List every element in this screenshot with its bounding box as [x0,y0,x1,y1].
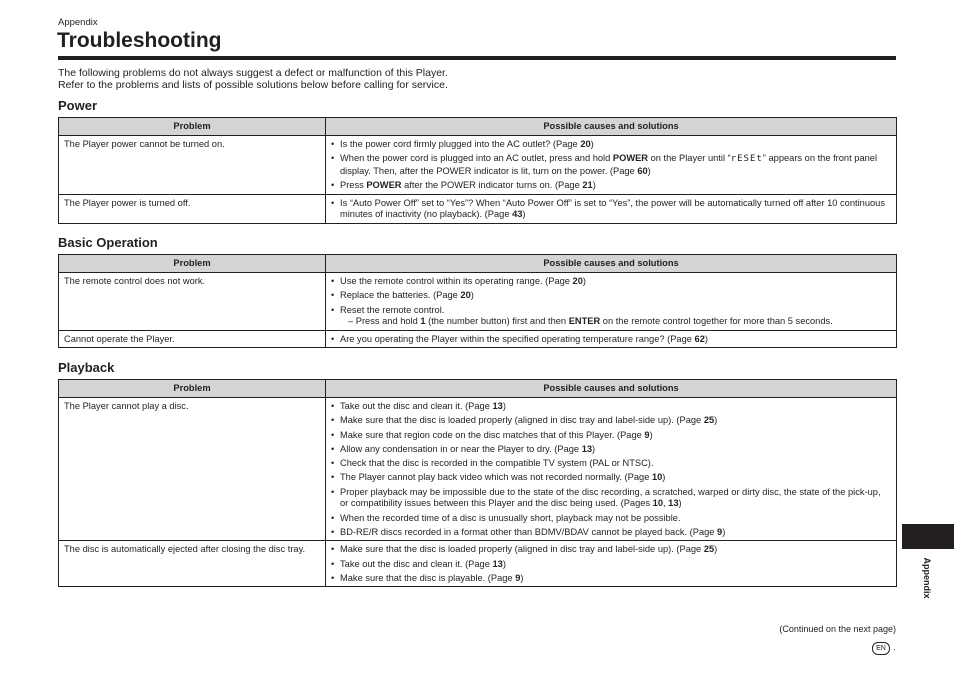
page-dot: · [893,643,896,654]
solution-item: • Make sure that the disc is loaded properly (aligned in disc tray and label-side up). (Page 25) [331,415,891,427]
solution-item: • When the recorded time of a disc is unusually short, playback may not be possible. [331,513,891,525]
reset-display-text: rESEt [730,154,763,165]
solution-item: • Proper playback may be impossible due to the state of the disc recording, a scratched, warped or dirty disc, the state of the pick-up, or compatibility issues between this Player and the disc being used. (Pages 10, 13) [331,487,891,510]
solution-item: • Use the remote control within its operating range. (Page 20) [331,276,891,288]
solutions-cell [326,330,897,348]
solutions-cell [326,398,897,541]
solution-item: • When the power cord is plugged into an AC outlet, press and hold POWER on the Player until “rESEt” appears on the front panel display. Then, after the POWER indicator is lit, turn on the power. (Page 60) [331,153,891,177]
page-title: Troubleshooting [57,29,222,52]
solution-item: • Press POWER after the POWER indicator turns on. (Page 21) [331,180,891,192]
problem-cell: The remote control does not work. [59,273,326,331]
solution-item: • Check that the disc is recorded in the compatible TV system (PAL or NTSC). [331,458,891,470]
en-language-badge: EN [872,642,890,655]
solution-item: • Is the power cord firmly plugged into the AC outlet? (Page 20) [331,139,891,151]
problem-cell: The Player cannot play a disc. [59,398,326,541]
solutions-cell [326,541,897,587]
solution-item: • The Player cannot play back video which was not recorded normally. (Page 10) [331,472,891,484]
basic-operation-heading: Basic Operation [58,235,158,250]
table-row [59,398,897,541]
title-rule [58,56,896,60]
solutions-column-header: Possible causes and solutions [326,118,897,136]
power-heading: Power [58,98,98,113]
solution-subitem: – Press and hold 1 (the number button) first and then ENTER on the remote control together for more than 5 seconds. [348,316,833,327]
solution-item: • Make sure that the disc is loaded properly (aligned in disc tray and label-side up). (Page 25) [331,544,891,556]
table-header-row [59,380,897,398]
solution-item: • Are you operating the Player within the specified operating temperature range? (Page 62) [331,334,891,346]
intro-line-2: Refer to the problems and lists of possible solutions below before calling for service. [58,79,448,91]
power-table [58,117,897,224]
solutions-cell [326,273,897,331]
problem-cell: The Player power cannot be turned on. [59,136,326,195]
solution-item: • Reset the remote control. – Press and hold 1 (the number button) first and then ENTER on the remote control together for more than 5 seconds. [331,305,891,328]
solution-item: • BD-RE/R discs recorded in a format other than BDMV/BDAV cannot be played back. (Page 9) [331,527,891,539]
solution-item: • Is “Auto Power Off” set to “Yes”? When “Auto Power Off” is set to “Yes”, the power will be automatically turned off after 10 continuous minutes of inactivity (no playback). (Page 43) [331,198,891,221]
problem-column-header: Problem [59,255,326,273]
problem-column-header: Problem [59,380,326,398]
table-row [59,136,897,195]
solutions-cell [326,136,897,195]
playback-table [58,379,897,587]
solutions-column-header: Possible causes and solutions [326,255,897,273]
solutions-column-header: Possible causes and solutions [326,380,897,398]
table-header-row [59,255,897,273]
problem-column-header: Problem [59,118,326,136]
solution-item: • Take out the disc and clean it. (Page 13) [331,401,891,413]
continued-note: (Continued on the next page) [779,624,896,634]
appendix-side-tab [902,524,954,549]
solution-item: • Take out the disc and clean it. (Page 13) [331,559,891,571]
table-row [59,330,897,348]
appendix-side-label: Appendix [922,557,932,599]
table-header-row [59,118,897,136]
intro-text [58,67,896,91]
intro-line-1: The following problems do not always suggest a defect or malfunction of this Player. [58,67,448,79]
playback-heading: Playback [58,360,115,375]
problem-cell: The disc is automatically ejected after closing the disc tray. [59,541,326,587]
solution-item: • Replace the batteries. (Page 20) [331,290,891,302]
table-row [59,541,897,587]
table-row [59,273,897,331]
solution-item: • Make sure that region code on the disc matches that of this Player. (Page 9) [331,430,891,442]
problem-cell: Cannot operate the Player. [59,330,326,348]
problem-cell: The Player power is turned off. [59,194,326,223]
section-label: Appendix [58,17,98,28]
solution-item: • Allow any condensation in or near the Player to dry. (Page 13) [331,444,891,456]
basic-operation-table [58,254,897,348]
page-number [872,642,896,655]
solution-item: • Make sure that the disc is playable. (Page 9) [331,573,891,585]
solutions-cell [326,194,897,223]
table-row [59,194,897,223]
